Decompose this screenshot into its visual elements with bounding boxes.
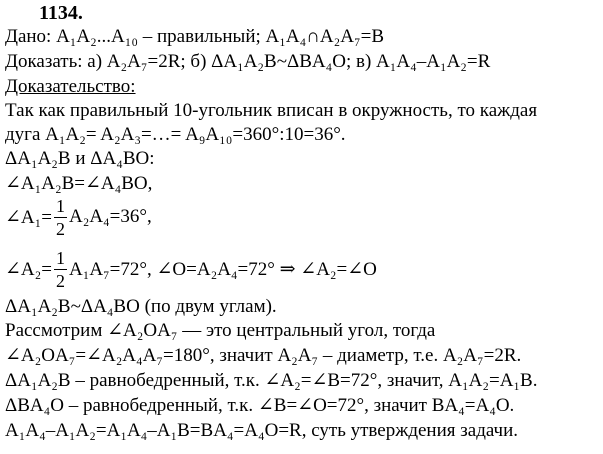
proof-line-6	[5, 244, 377, 294]
fraction-denominator: 2	[55, 270, 65, 291]
fraction-numerator: 1	[55, 247, 65, 268]
proof-line-8: Рассмотрим ∠A₂OA₇ — это центральный угол, тогда	[5, 320, 436, 341]
proof-line-12: A₁A₄–A₁A₂=A₁A₄–A₁B=BA₄=A₄O=R, суть утверждения задачи.	[5, 420, 519, 441]
fraction-numerator: 1	[55, 195, 65, 216]
fraction-one-half	[54, 249, 67, 290]
proof-line-1: Так как правильный 10-угольник вписан в окружность, то каждая	[5, 100, 538, 121]
proof-line-4: ∠A₁A₂B=∠A₄BO,	[5, 173, 153, 194]
proof-line-2: дуга A₁A₂= A₂A₃=…= A₉A₁₀=360°:10=36°.	[5, 124, 346, 145]
fraction-one-half	[54, 197, 67, 238]
prove-line: Доказать: а) A₂A₇=2R; б) ΔA₁A₂B~ΔBA₄O; в) A₁A₄–A₁A₂=R	[5, 51, 491, 72]
angle-a2-label: ∠A₂=	[5, 258, 52, 280]
proof-heading: Доказательство:	[5, 76, 136, 97]
proof-line-3: ΔA₁A₂B и ΔA₄BO:	[5, 148, 155, 169]
fraction-denominator: 2	[55, 218, 65, 239]
proof-line-7: ΔA₁A₂B~ΔA₄BO (по двум углам).	[5, 296, 277, 317]
proof-line-5	[5, 192, 152, 242]
angle-a1-value: A₂A₄=36°,	[68, 206, 152, 227]
given-line: Дано: A₁A₂...A₁₀ – правильный; A₁A₄∩A₂A₇=B	[5, 26, 385, 47]
problem-number: 1134.	[39, 2, 83, 24]
proof-line-9: ∠A₂OA₇=∠A₂A₄A₇=180°, значит A₂A₇ – диаметр, т.е. A₂A₇=2R.	[5, 345, 522, 366]
proof-line-11: ΔBA₄O – равнобедренный, т.к. ∠B=∠O=72°, значит BA₄=A₄O.	[5, 395, 515, 416]
proof-line-10: ΔA₁A₂B – равнобедренный, т.к. ∠A₂=∠B=72°, значит, A₁A₂=A₁B.	[5, 370, 538, 391]
angle-a2-value: A₁A₇=72°, ∠O=A₂A₄=72° ⇒ ∠A₂=∠O	[68, 258, 377, 280]
angle-a1-label: ∠A₁=	[5, 206, 52, 228]
